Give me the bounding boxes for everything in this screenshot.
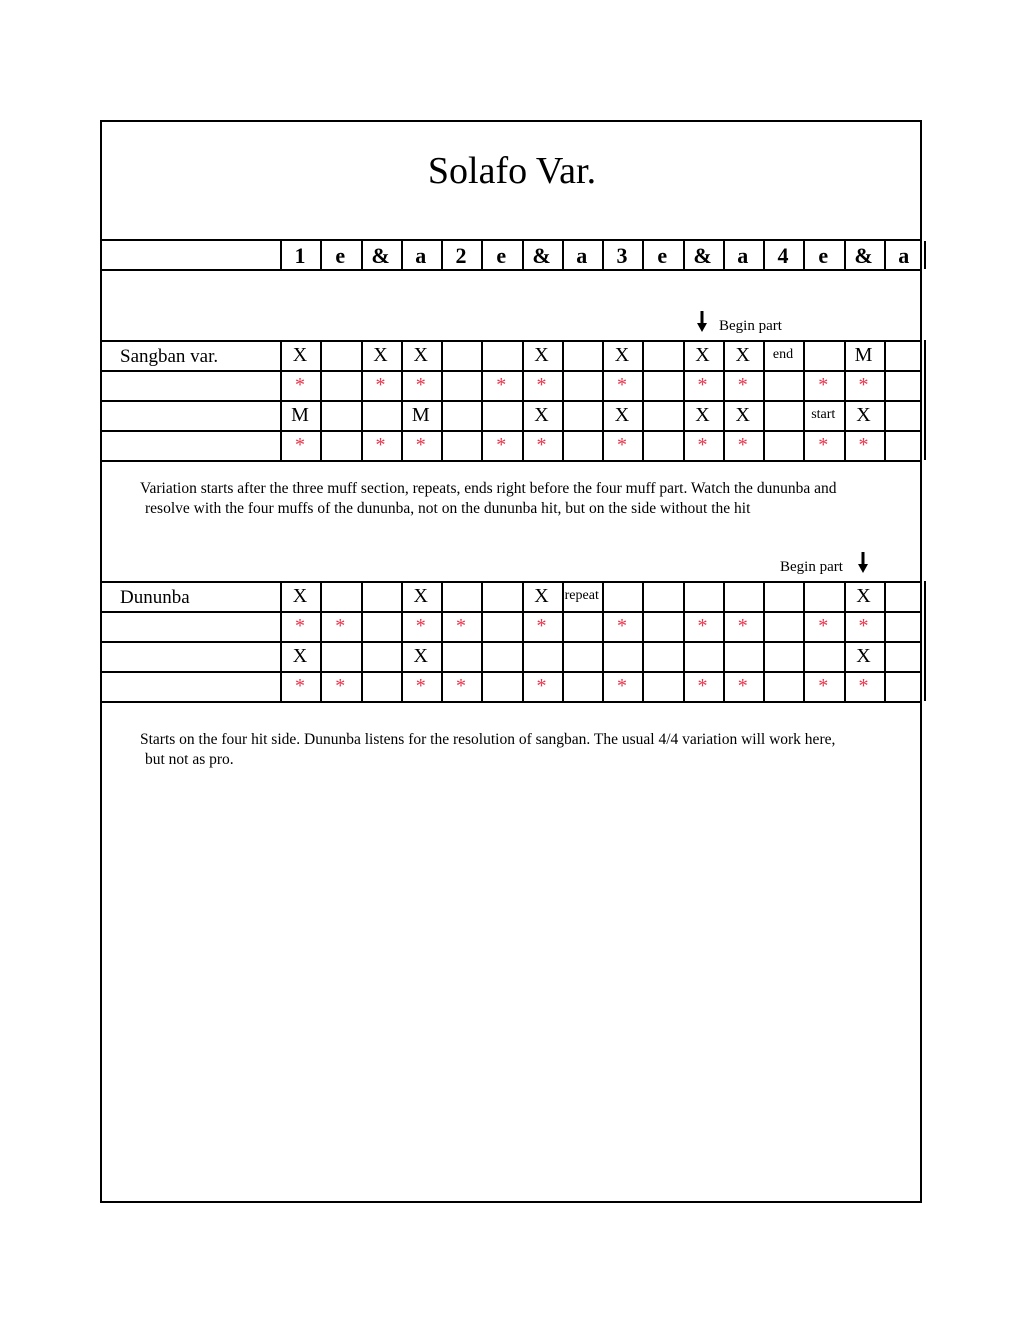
count-header-cell: e xyxy=(496,243,507,268)
sangban-beat-cell: X xyxy=(735,344,750,366)
sangban-beat-cell: * xyxy=(496,374,507,396)
sangban-beat-cell: * xyxy=(737,434,748,456)
dununba-beat-cell: * xyxy=(536,615,547,637)
sangban-beat-cell: * xyxy=(737,374,748,396)
grid-line-vertical xyxy=(884,340,886,460)
grid-line-vertical xyxy=(441,340,443,460)
sangban-beat-cell: * xyxy=(697,374,708,396)
dununba-beat-cell: X xyxy=(413,645,428,667)
dununba-beat-cell: * xyxy=(536,675,547,697)
dununba-beat-cell: * xyxy=(697,615,708,637)
dununba-beat-cell: X xyxy=(413,585,428,607)
sangban-begin-part-label: Begin part xyxy=(719,318,782,334)
sangban-beat-cell: * xyxy=(536,374,547,396)
dununba-beat-cell: * xyxy=(737,615,748,637)
dununba-beat-cell: * xyxy=(737,675,748,697)
sangban-beat-cell: * xyxy=(858,434,869,456)
sangban-beat-cell: X xyxy=(856,404,871,426)
sangban-beat-cell: M xyxy=(854,344,873,366)
sangban-note-line: Variation starts after the three muff section, repeats, ends right before the four muff part. Watch the dununba and xyxy=(140,480,837,497)
count-header-cell: & xyxy=(532,243,551,268)
sangban-note xyxy=(140,479,900,519)
grid-line-horizontal xyxy=(100,460,922,462)
sangban-beat-cell: start xyxy=(811,407,836,422)
grid-line-vertical xyxy=(884,581,886,701)
grid-line-vertical xyxy=(481,581,483,701)
sangban-note-line: resolve with the four muffs of the dununba, not on the dununba hit, but on the side without the hit xyxy=(145,500,751,517)
grid-line-vertical xyxy=(924,581,926,701)
sangban-beat-cell: X xyxy=(292,344,308,366)
dununba-beat-cell: X xyxy=(856,585,871,607)
sangban-beat-cell: * xyxy=(818,374,829,396)
sangban-beat-cell: X xyxy=(413,344,428,366)
grid-line-vertical xyxy=(642,340,644,460)
sangban-beat-cell: end xyxy=(772,347,794,362)
dununba-beat-cell: X xyxy=(534,585,549,607)
dununba-label: Dununba xyxy=(120,587,190,608)
dununba-beat-cell: * xyxy=(335,615,346,637)
dununba-beat-cell: * xyxy=(415,675,426,697)
sangban-beat-cell: * xyxy=(858,374,869,396)
count-header-cell: a xyxy=(737,243,749,268)
grid-line-horizontal xyxy=(100,581,922,583)
sangban-beat-cell: * xyxy=(415,374,426,396)
grid-line-vertical xyxy=(320,340,322,460)
sangban-beat-cell: * xyxy=(697,434,708,456)
count-header-cell: 4 xyxy=(777,243,789,268)
sangban-beat-cell: X xyxy=(614,404,630,426)
sangban-beat-cell: * xyxy=(375,374,386,396)
dununba-beat-cell: * xyxy=(456,615,466,637)
down-arrow-icon xyxy=(697,311,707,333)
grid-line-horizontal xyxy=(100,239,922,241)
sangban-beat-cell: * xyxy=(415,434,426,456)
sangban-beat-cell: * xyxy=(536,434,547,456)
dununba-beat-cell: * xyxy=(617,615,627,637)
count-header-cell: & xyxy=(693,243,712,268)
page-frame xyxy=(100,120,922,1203)
dununba-beat-cell: * xyxy=(335,675,346,697)
grid-line-horizontal xyxy=(100,611,922,613)
sangban-beat-cell: * xyxy=(617,434,627,456)
sangban-beat-cell: X xyxy=(373,344,388,366)
dununba-beat-cell: * xyxy=(295,615,305,637)
sangban-beat-cell: * xyxy=(375,434,386,456)
dununba-note-line: but not as pro. xyxy=(145,751,234,768)
grid-line-vertical xyxy=(361,581,363,701)
dununba-beat-cell: * xyxy=(415,615,426,637)
sangban-beat-cell: * xyxy=(295,434,305,456)
dununba-beat-cell: * xyxy=(617,675,627,697)
sangban-label: Sangban var. xyxy=(120,346,219,367)
dununba-beat-cell: * xyxy=(818,675,829,697)
dununba-beat-cell: * xyxy=(697,675,708,697)
dununba-beat-cell: repeat xyxy=(564,588,599,603)
document-title: Solafo Var. xyxy=(427,150,597,192)
count-header-cell: 3 xyxy=(616,243,628,268)
sangban-beat-cell: M xyxy=(411,404,430,426)
count-header-cell: & xyxy=(371,243,390,268)
sangban-beat-cell: X xyxy=(695,404,710,426)
dununba-beat-cell: X xyxy=(856,645,871,667)
sangban-beat-cell: X xyxy=(614,344,630,366)
dununba-beat-cell: * xyxy=(818,615,829,637)
sangban-beat-cell: * xyxy=(496,434,507,456)
grid-line-vertical xyxy=(924,340,926,460)
grid-line-vertical xyxy=(642,581,644,701)
grid-line-vertical xyxy=(763,581,765,701)
dununba-beat-cell: * xyxy=(456,675,466,697)
dununba-note-line: Starts on the four hit side. Dununba listens for the resolution of sangban. The usual 4/4 variation will work here, xyxy=(140,731,836,748)
count-header-cell: 1 xyxy=(294,243,306,268)
count-header-cell: & xyxy=(854,243,873,268)
grid-line-horizontal xyxy=(100,671,922,673)
sangban-beat-cell: X xyxy=(534,404,549,426)
count-header-cell: e xyxy=(818,243,829,268)
count-header-cell: a xyxy=(415,243,427,268)
dununba-note xyxy=(140,730,900,770)
grid-line-horizontal xyxy=(100,641,922,643)
dununba-begin-part-label: Begin part xyxy=(780,559,843,575)
dununba-beat-cell: X xyxy=(292,645,308,667)
dununba-beat-cell: X xyxy=(292,585,308,607)
grid-line-vertical xyxy=(924,241,926,269)
sangban-beat-cell: X xyxy=(534,344,549,366)
sangban-beat-cell: * xyxy=(295,374,305,396)
dununba-beat-cell: * xyxy=(858,615,869,637)
grid-line-vertical xyxy=(562,340,564,460)
grid-line-horizontal xyxy=(100,701,922,703)
sangban-beat-cell: * xyxy=(818,434,829,456)
count-header-cell: a xyxy=(898,243,910,268)
sangban-beat-cell: M xyxy=(291,404,309,426)
dununba-beat-cell: * xyxy=(858,675,869,697)
count-header-cell: 2 xyxy=(455,243,467,268)
grid-line-horizontal xyxy=(100,400,922,402)
count-header-cell: e xyxy=(335,243,346,268)
down-arrow-icon xyxy=(858,552,868,574)
sangban-beat-cell: X xyxy=(735,404,750,426)
count-header-cell: a xyxy=(576,243,588,268)
sangban-beat-cell: * xyxy=(617,374,627,396)
sangban-beat-cell: X xyxy=(695,344,710,366)
dununba-beat-cell: * xyxy=(295,675,305,697)
count-header-cell: e xyxy=(657,243,668,268)
